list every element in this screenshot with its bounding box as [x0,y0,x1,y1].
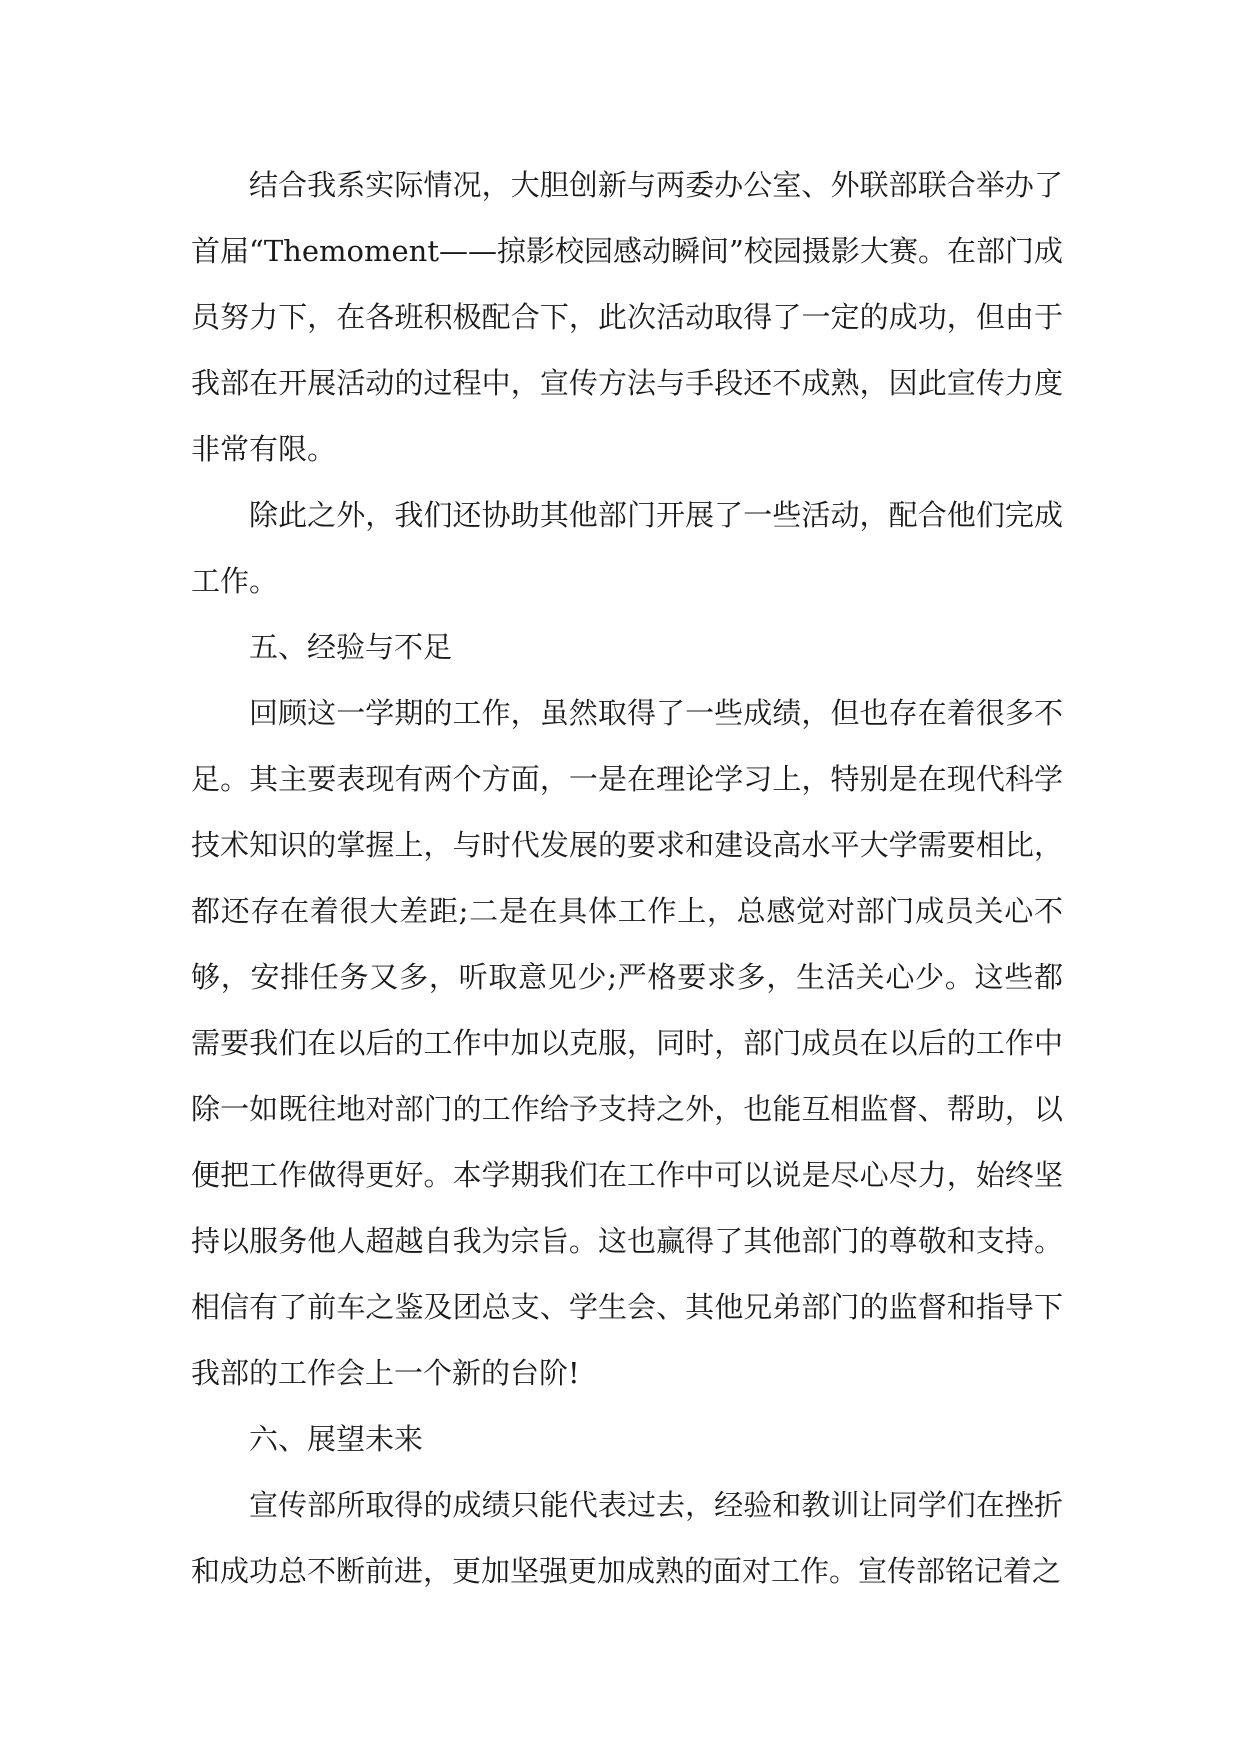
paragraph-outlook: 宣传部所取得的成绩只能代表过去，经验和教训让同学们在挫折和成功总不断前进，更加坚强更加成熟的面对工作。宣传部铭记着之 [191,1488,1063,1588]
document-body [191,152,1063,1604]
paragraph-assist-other-departments: 除此之外，我们还协助其他部门开展了一些活动，配合他们完成工作。 [191,498,1063,598]
paragraph-review-shortcomings: 回顾这一学期的工作，虽然取得了一些成绩，但也存在着很多不足。其主要表现有两个方面，一是在理论学习上，特别是在现代科学技术知识的掌握上，与时代发展的要求和建设高水平大学需要相比，都还存在着很大差距;二是在具体工作上，总感觉对部门成员关心不够，安排任务又多，听取意见少;严格要求多，生活关心少。这些都需要我们在以后的工作中加以克服，同时，部门成员在以后的工作中除一如既往地对部门的工作给予支持之外，也能互相监督、帮助，以便把工作做得更好。本学期我们在工作中可以说是尽心尽力，始终坚持以服务他人超越自我为宗旨。这也赢得了其他部门的尊敬和支持。相信有了前车之鉴及团总支、学生会、其他兄弟部门的监督和指导下我部的工作会上一个新的台阶! [191,696,1063,1390]
section-heading-outlook: 六、展望未来 [249,1422,424,1456]
paragraph-photo-contest: 结合我系实际情况，大胆创新与两委办公室、外联部联合举办了首届“Themoment——掠影校园感动瞬间”校园摄影大赛。在部门成员努力下，在各班积极配合下，此次活动取得了一定的成功，但由于我部在开展活动的过程中，宣传方法与手段还不成熟，因此宣传力度非常有限。 [191,168,1063,466]
section-heading-experience: 五、经验与不足 [249,630,453,664]
